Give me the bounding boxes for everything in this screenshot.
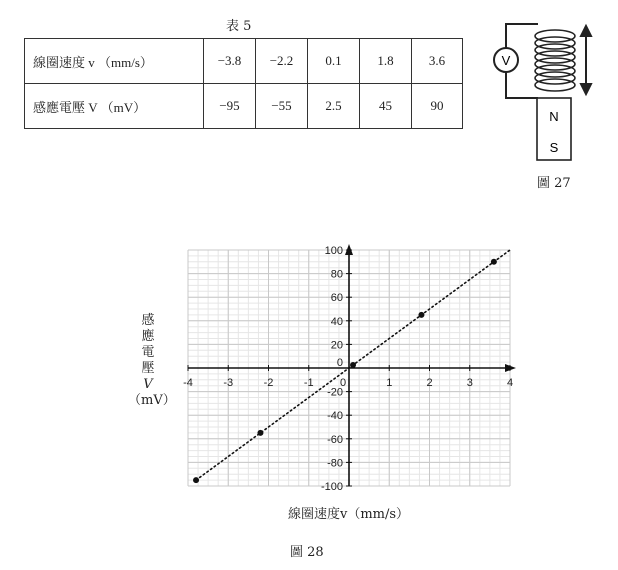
table-cell: −2.2 (256, 39, 308, 84)
x-tick-label: -4 (183, 377, 193, 389)
y-axis-title (128, 313, 176, 409)
data-point (491, 259, 497, 265)
table-cell: −55 (256, 84, 308, 129)
y-axis-title-char: 壓 (141, 361, 155, 376)
y-axis-title-char: 感 (141, 313, 155, 328)
table-cell: 45 (360, 84, 412, 129)
data-point (350, 362, 356, 368)
y-tick-label: -20 (327, 386, 343, 399)
y-axis-title-char: 電 (141, 345, 155, 360)
magnet-north-label: N (549, 109, 559, 124)
table-cell: −3.8 (204, 39, 256, 84)
y-tick-label: -100 (320, 481, 343, 493)
x-tick-label: 3 (466, 377, 473, 389)
x-tick-label: -3 (223, 377, 234, 389)
y-tick-label: 40 (330, 315, 343, 328)
row-header-velocity: 線圈速度 v （mm/s） (25, 39, 204, 84)
x-tick-label: 4 (506, 377, 514, 389)
table-cell: 90 (412, 84, 463, 129)
table-caption: 表 5 (226, 19, 252, 34)
x-tick-label: 0 (339, 377, 347, 389)
data-point (257, 430, 263, 436)
y-tick-label: -40 (327, 410, 343, 423)
x-axis-title: 線圈速度v（mm/s） (288, 507, 410, 522)
data-point (193, 477, 199, 483)
y-tick-label: 100 (324, 245, 343, 257)
y-axis-title-symbol: V (143, 377, 153, 392)
table-cell: 2.5 (308, 84, 360, 129)
y-tick-label: -80 (327, 457, 343, 470)
y-tick-label: 80 (330, 268, 343, 281)
x-tick-label: -2 (263, 377, 274, 389)
data-point (418, 312, 424, 318)
magnet-south-label: S (549, 140, 559, 155)
x-tick-label: 1 (386, 377, 393, 389)
figure-28-caption: 圖 28 (290, 545, 324, 560)
voltmeter-label: V (501, 53, 511, 68)
table-cell: 0.1 (308, 39, 360, 84)
y-tick-label: 0 (336, 357, 343, 369)
table-cell: 1.8 (360, 39, 412, 84)
table-cell: 3.6 (412, 39, 463, 84)
table-cell: −95 (204, 84, 256, 129)
y-axis-title-char: 應 (141, 329, 155, 344)
row-header-voltage: 感應電壓 V （mV） (25, 84, 204, 129)
y-tick-label: 20 (330, 339, 343, 352)
figure-27-caption: 圖 27 (537, 176, 571, 191)
y-tick-label: -60 (327, 433, 343, 446)
y-axis-title-unit: （mV） (128, 393, 176, 408)
y-tick-label: 60 (330, 292, 343, 305)
x-tick-label: -1 (303, 377, 314, 389)
x-tick-label: 2 (426, 377, 433, 389)
